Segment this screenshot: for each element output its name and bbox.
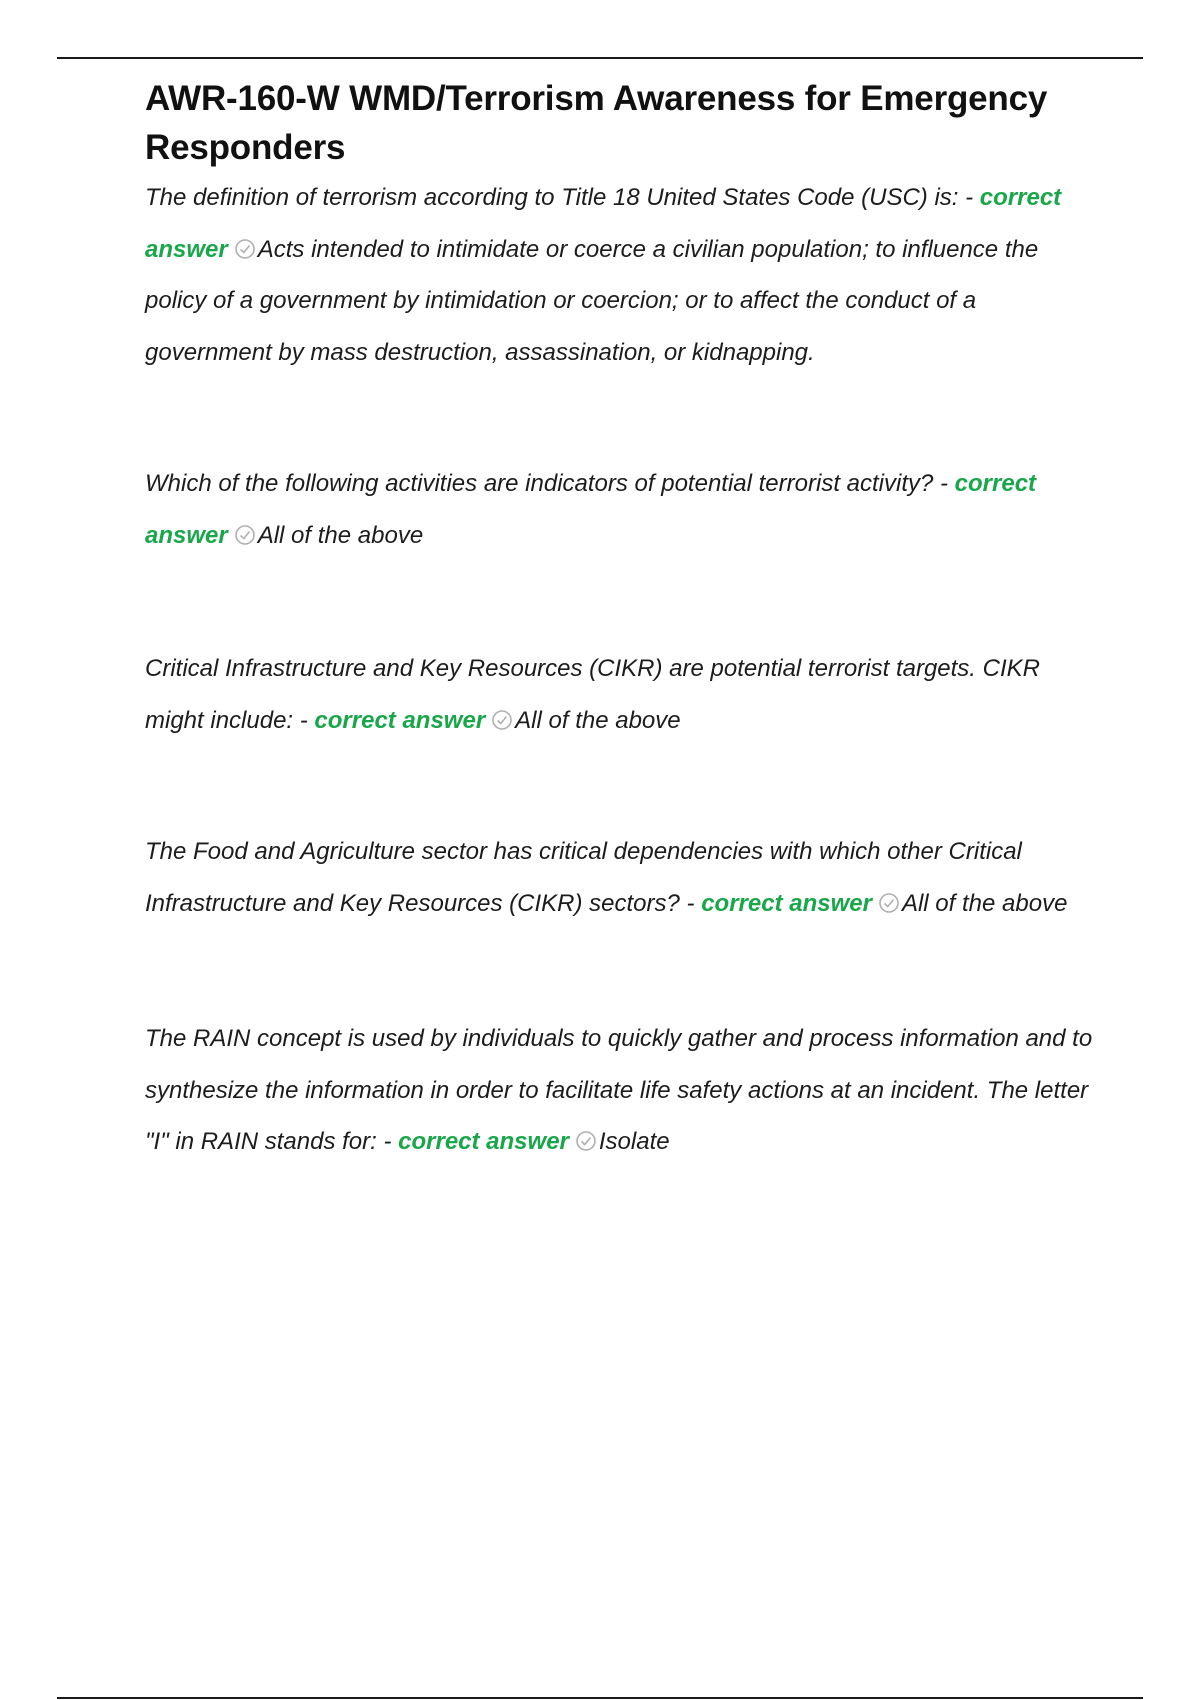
answer-text: All of the above (515, 706, 681, 734)
qa-item (145, 826, 1095, 929)
question-text: Critical Infrastructure and Key Resources (CIKR) are potential terrorist targets. CIKR might include: - (145, 655, 1040, 734)
document-title: AWR-160-W WMD/Terrorism Awareness for Emergency Responders (145, 79, 1048, 167)
footer-rule (57, 1697, 1143, 1699)
answer-text: Isolate (598, 1128, 670, 1155)
check-badge-icon (234, 524, 256, 546)
qa-item (145, 643, 1095, 746)
check-badge-icon (491, 709, 513, 731)
question-text: The RAIN concept is used by individuals to quickly gather and process information and to synthesize the information in order to facilitate life safety actions at an incident. The letter "I" in RAIN stands for: - (145, 1025, 1093, 1155)
qa-item (145, 458, 1095, 561)
check-badge-icon (234, 238, 256, 260)
answer-text: All of the above (901, 889, 1068, 917)
qa-item (145, 1013, 1095, 1168)
correct-answer-tag: correct answer (314, 706, 486, 734)
correct-answer-tag: correct answer (145, 184, 1062, 263)
document-body (145, 74, 1095, 1168)
question-text: The Food and Agriculture sector has critical dependencies with which other Critical Infrastructure and Key Resources (CIKR) sectors? - (145, 838, 1022, 917)
answer-text: Acts intended to intimidate or coerce a civilian population; to influence the policy of a government by intimidation or coercion; or to affect the conduct of a government by mass destruction, assassination, or kidnapping. (145, 235, 1039, 366)
correct-answer-tag: correct answer (398, 1128, 569, 1155)
question-text: Which of the following activities are indicators of potential terrorist activity? - (145, 470, 955, 497)
correct-answer-tag: correct answer (701, 889, 872, 917)
question-text: The definition of terrorism according to Title 18 United States Code (USC) is: - (145, 184, 980, 211)
qa-item (145, 172, 1095, 378)
header-rule (57, 57, 1143, 59)
check-badge-icon (575, 1130, 597, 1152)
check-badge-icon (878, 892, 900, 914)
correct-answer-tag: correct answer (145, 470, 1037, 549)
answer-text: All of the above (257, 521, 424, 549)
